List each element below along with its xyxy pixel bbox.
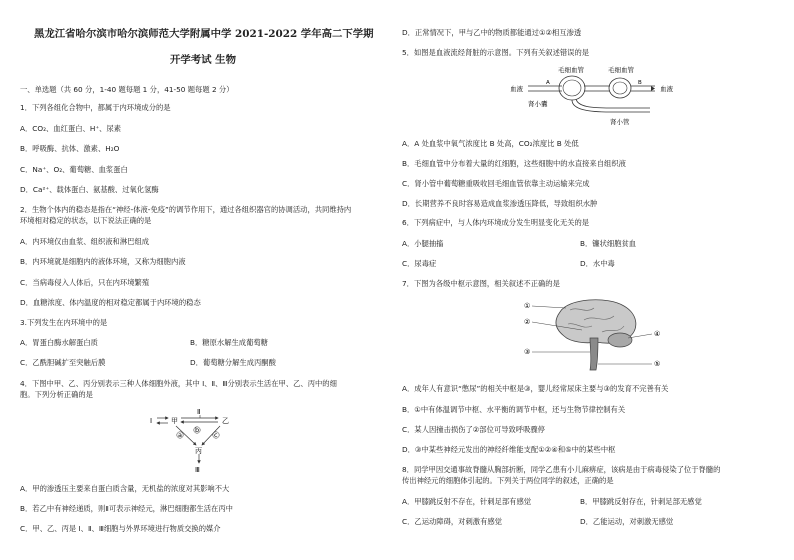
q5-option-c: C．肾小管中葡萄糖重吸收回毛细血管依靠主动运输来完成 (402, 179, 590, 188)
q3-option-b: B．糖原水解生成葡萄糖 (190, 338, 268, 347)
q4-option-b: B．若乙中有神经递质，则Ⅱ可表示神经元，淋巴细胞都生活在丙中 (20, 504, 233, 513)
q6-option-a: A．小腿抽搐 (402, 239, 444, 248)
q5-option-d: D．长期营养不良时容易造成血浆渗透压降低，导致组织水肿 (402, 199, 598, 208)
q3-option-a: A．胃蛋白酶水解蛋白质 (20, 338, 98, 347)
q7-option-d: D．③中某些神经元发出的神经纤维能支配①②④和⑤中的某些中枢 (402, 445, 616, 454)
q4-option-c: C．甲、乙、丙是 Ⅰ、Ⅱ、Ⅲ细胞与外界环境进行物质交换的媒介 (20, 524, 221, 533)
section-heading: 一、单选题（共 60 分，1-40 题每题 1 分，41-50 题每题 2 分） (20, 85, 234, 94)
label-kidney-capsule: 肾小囊 (528, 100, 548, 108)
question-4-stem-line2: 胞。下列分析正确的是 (20, 390, 93, 399)
q1-option-b: B．呼吸酶、抗体、激素、H₂O (20, 144, 120, 153)
body-fluid-diagram (148, 401, 258, 475)
label-cell-II: Ⅱ (197, 408, 201, 416)
q6-option-b: B．镰状细胞贫血 (580, 239, 637, 248)
q8-option-a: A．甲膝跳反射不存在，针刺足部有感觉 (402, 497, 532, 506)
q7-option-a: A．成年人有意识“憋尿”的相关中枢是③，婴儿经常尿床主要与③的发育不完善有关 (402, 384, 669, 393)
label-renal-tubule: 肾小管 (610, 118, 630, 126)
kidney-blood-diagram (510, 62, 675, 132)
q5-option-b: B．毛细血管中分布着大量的红细胞，这些细胞中的水直接来自组织液 (402, 159, 626, 168)
label-2: ② (524, 318, 531, 326)
label-yi: 乙 (222, 417, 229, 425)
q8-option-c: C．乙运动障碍，对刺激有感觉 (402, 517, 502, 526)
q2-option-c: C．当病毒侵入人体后，只在内环境繁殖 (20, 278, 150, 287)
question-8-stem-line2: 传出神经元的细胞体引起的。下列关于两位同学的叙述，正确的是 (402, 476, 614, 485)
q8-option-b: B．甲膝跳反射存在，针刺足部无感觉 (580, 497, 702, 506)
question-3-stem: 3.下列发生在内环境中的是 (20, 318, 108, 327)
question-6-stem: 6．下列病症中，与人体内环境成分发生明显变化无关的是 (402, 218, 590, 227)
q6-option-c: C．尿毒症 (402, 259, 437, 268)
label-point-b: B (638, 80, 642, 86)
label-blood-out: 血液 (660, 85, 673, 93)
q2-option-d: D．血糖浓度、体内温度的相对稳定都属于内环境的稳态 (20, 298, 201, 307)
label-capillary-1: 毛细血管 (558, 66, 584, 74)
question-1-stem: 1．下列各组化合物中，都属于内环境成分的是 (20, 103, 171, 112)
question-4-stem-line1: 4．下图中甲、乙、丙分别表示三种人体细胞外液，其中 Ⅰ、Ⅱ、Ⅲ分别表示生活在甲、乙、丙中的细 (20, 379, 337, 388)
label-3: ③ (524, 348, 531, 356)
q4-option-a: A．甲的渗透压主要来自蛋白质含量，无机盐的浓度对其影响不大 (20, 484, 230, 493)
label-cell-I: Ⅰ (150, 417, 153, 425)
label-5: ⑤ (654, 360, 661, 368)
label-b: b (195, 426, 200, 434)
q7-option-c: C．某人因撞击损伤了②部位可导致呼吸骤停 (402, 425, 545, 434)
q5-option-a: A．A 处血浆中氧气浓度比 B 处高，CO₂浓度比 B 处低 (402, 139, 579, 148)
q6-option-d: D．水中毒 (580, 259, 615, 268)
label-point-a: A (546, 80, 550, 86)
question-7-stem: 7．下图为各级中枢示意图，相关叙述不正确的是 (402, 279, 560, 288)
q2-option-b: B．内环境就是细胞内的液体环境，又称为细胞内液 (20, 257, 186, 266)
label-blood-in: 血液 (510, 85, 523, 93)
question-2-stem-line2: 环境相对稳定的状态，以下说法正确的是 (20, 216, 152, 225)
q3-option-c: C．乙酰胆碱扩至突触后膜 (20, 358, 106, 367)
brain-diagram (524, 294, 664, 376)
question-2-stem-line1: 2．生物个体内的稳态是指在“神经-体液-免疫”的调节作用下，通过各组织器官的协调活动，共同维持内 (20, 205, 352, 214)
label-cell-III: Ⅲ (195, 466, 200, 474)
label-1: ① (524, 302, 531, 310)
doc-title-line1: 黑龙江省哈尔滨市哈尔滨师范大学附属中学 2021-2022 学年高二下学期 (34, 28, 374, 40)
q2-option-a: A．内环境仅由血浆、组织液和淋巴组成 (20, 237, 150, 246)
q1-option-c: C．Na⁺、O₂、葡萄糖、血浆蛋白 (20, 165, 128, 174)
label-capillary-2: 毛细血管 (608, 66, 634, 74)
q7-option-b: B．①中有体温调节中枢、水平衡的调节中枢，还与生物节律控制有关 (402, 405, 626, 414)
q4-option-d: D．正常情况下，甲与乙中的物质都能通过①②相互渗透 (402, 28, 582, 37)
q1-option-a: A．CO₂、血红蛋白、H⁺、尿素 (20, 124, 122, 133)
label-a: a (178, 431, 182, 439)
question-8-stem-line1: 8．同学甲因交通事故脊髓从胸部折断，同学乙患有小儿麻痹症，该病是由于病毒侵染了位于脊髓的 (402, 465, 721, 474)
label-c: c (214, 431, 218, 439)
label-jia: 甲 (171, 417, 178, 425)
question-5-stem: 5．如图是血液流经肾脏的示意图。下列有关叙述错误的是 (402, 48, 590, 57)
q3-option-d: D．葡萄糖分解生成丙酮酸 (190, 358, 276, 367)
q8-option-d: D．乙能运动，对刺激无感觉 (580, 517, 674, 526)
label-4: ④ (654, 330, 661, 338)
doc-title-line2: 开学考试 生物 (170, 54, 236, 66)
q1-option-d: D．Ca²⁺、载体蛋白、氨基酸、过氧化氢酶 (20, 185, 159, 194)
label-bing: 丙 (195, 447, 202, 455)
